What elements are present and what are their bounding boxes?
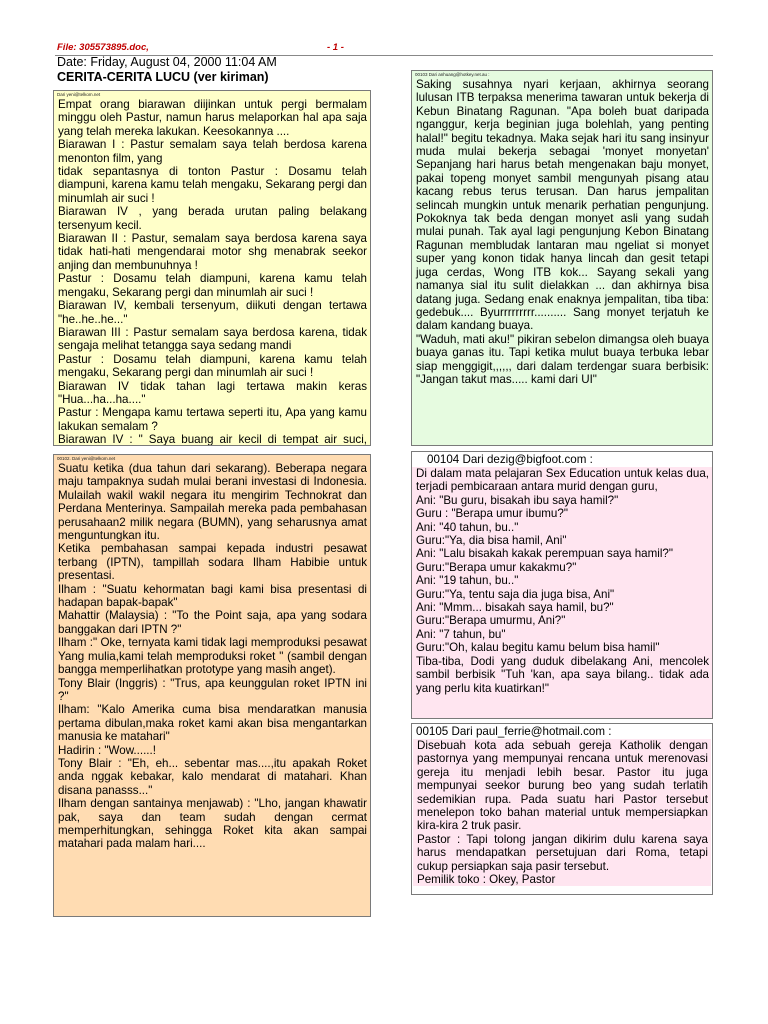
- story-line: Pastur : Mengapa kamu tertawa seperti itu, Apa yang kamu lakukan semalam ?: [58, 406, 367, 433]
- story-line: Ani: "7 tahun, bu": [416, 627, 506, 641]
- story-line: "Waduh, mati aku!" pikiran sebelon dimangsa oleh buaya buaya ganas itu. Tapi ketika mulut buaya terbuka lebar siap menggigit,,,,,, dari dalam terdengar suara berbisik: "Jangan takut mas..... kami dari UI": [416, 332, 709, 386]
- story-line: Guru : "Berapa umur ibumu?": [416, 507, 568, 521]
- story-line: Saking susahnya nyari kerjaan, akhirnya seorang lulusan ITB terpaksa menerima tawaran untuk bekerja di Kebun Binatang Ragunan. "Apa boleh buat daripada nganggur, kerja beginian juga bolehlah, yang penting halal!" begitu tekadnya. Maka sejak hari itu sang insinyur muda mulai bekerja sebagai 'monyet monyetan' Sepanjang hari harus betah mengenakan baju monyet, pakai topeng monyet sambil mengunyah pisang atau kacang rebus terus terusan. Dan harus jempalitan selincah mungkin untuk menarik perhatian pengunjung. Pokoknya tak beda dengan monyet asli yang sudah mulai punah. Tak ayal lagi pengunjung Kebon Binatang Ragunan membludak lantaran mau ngeliat si monyet super yang konon tidak hanya lincah dan gesit tetapi juga cerdas, Wong ITB kok... Sayang sekali yang namanya sial itu sulit dielakkan ... dan akhirnya bisa datang juga. Sedang enak enaknya jempalitan, tiba tiba: gedebuk.... Byurrrrrrrrr.......... Sang monyet terjatuh ke dalam kandang buaya.: [416, 78, 709, 333]
- story-line: Ilham : "Suatu kehormatan bagi kami bisa presentasi di hadapan bapak-bapak": [58, 582, 367, 610]
- story-line: Empat orang biarawan diijinkan untuk pergi bermalam minggu oleh Pastur, namun harus melaporkan hal apa saja yang telah mereka lakukan. Keesokannya ....: [58, 98, 367, 138]
- story-line: Pastor : Tapi tolong jangan dikirim dulu karena saya harus mendapatkan persetujuan dari Roma, tetapi cukup persiapkan saja pasir tersebut.: [417, 832, 708, 873]
- story-line: Ani: "19 tahun, bu..": [416, 574, 519, 588]
- story-source: 00105 Dari paul_ferrie@hotmail.com :: [416, 725, 612, 738]
- story-body: [54, 98, 370, 446]
- story-box-2: [53, 454, 371, 917]
- story-line: Di dalam mata pelajaran Sex Education untuk kelas dua, terjadi pembicaraan antara murid dengan guru,: [416, 467, 709, 494]
- story-line: tidak sepantasnya di tonton Pastur : Dosamu telah diampuni, karena kamu telah mengaku, Sekarang pergi dan minumlah air suci !: [58, 165, 367, 205]
- story-line: Tony Blair : "Eh, eh... sebentar mas....,itu apakah Roket anda nggak kebakar, kalo mendarat di matahari. Khan disana panasss...": [58, 756, 367, 797]
- story-line: Ani: "Lalu bisakah kakak perempuan saya hamil?": [416, 547, 673, 561]
- story-line: Biarawan IV, kembali tersenyum, diikuti dengan tertawa "he..he..he...": [58, 299, 367, 326]
- story-body: [413, 739, 711, 886]
- story-line: Ilham: "Kalo Amerika cuma bisa mendaratkan manusia pertama dibulan,maka roket kami akan bisa mengantarkan manusia ke matahari": [58, 703, 367, 744]
- story-line: Biarawan III : Pastur semalam saya berdosa karena, tidak sengaja melihat tetangga saya sedang mandi: [58, 325, 367, 353]
- story-line: Biarawan IV : " Saya buang air kecil di tempat air suci,: [58, 433, 367, 446]
- story-box-5: [411, 723, 713, 895]
- story-line: Pastur : Dosamu telah diampuni, karena kamu telah mengaku, Sekarang pergi dan minumlah air suci !: [58, 352, 367, 380]
- story-line: Tony Blair (Inggris) : "Trus, apa keunggulan roket IPTN ini ?": [58, 676, 367, 703]
- story-body: [412, 467, 712, 695]
- story-line: Guru:"Berapa umur kakakmu?": [416, 560, 577, 574]
- story-line: Guru:"Ya, tentu saja dia juga bisa, Ani": [416, 587, 615, 601]
- story-line: Guru:"Berapa umurmu, Ani?": [416, 614, 566, 628]
- story-line: Pastur : Dosamu telah diampuni, karena kamu telah mengaku, Sekarang pergi dan minumlah air suci !: [58, 272, 367, 299]
- story-line: Guru:"Ya, dia bisa hamil, Ani": [416, 534, 567, 548]
- story-line: Ani: "40 tahun, bu..": [416, 520, 519, 534]
- story-box-1: [53, 90, 371, 446]
- story-line: Ilham :" Oke, ternyata kami tidak lagi memproduksi pesawat Yang mulia,kami telah memproduksi roket " (sambil dengan bangga memperlihatkan prototype yang masih anget).: [58, 636, 367, 677]
- story-line: Ilham dengan santainya menjawab) : "Lho, jangan khawatir pak, saya dan team sudah dengan cermat memperhitungkan, sehingga Roket kita akan sampai matahari pada malam hari....: [58, 797, 367, 851]
- story-line: Ketika pembahasan sampai kepada industri pesawat terbang (IPTN), tampillah sodara Ilham Habibie untuk presentasi.: [58, 542, 367, 583]
- story-line: Suatu ketika (dua tahun dari sekarang). Beberapa negara maju tampaknya sudah mulai berani investasi di Indonesia. Mulailah wakil wakil negara itu mengirim Technokrat dan Perdana Menterinya. Sampailah mereka pada pembahasan perusahaan2 milik negara (BUMN), yang seharusnya amat menguntungkan itu.: [58, 462, 367, 543]
- story-line: Ani: "Mmm... bisakah saya hamil, bu?": [416, 601, 614, 615]
- story-source: 00102. Dari yeni@telkom.net: [57, 456, 116, 461]
- story-box-4: [411, 451, 713, 719]
- story-box-3: [411, 70, 713, 446]
- story-line: Ani: "Bu guru, bisakah ibu saya hamil?": [416, 493, 619, 507]
- story-line: Tiba-tiba, Dodi yang duduk dibelakang Ani, mencolek sambil berbisik "Tuh 'kan, apa saya bilang.. tidak ada yang perlu kita kuatirkan!": [416, 654, 709, 695]
- story-body: [412, 78, 712, 386]
- story-source: 00104 Dari dezig@bigfoot.com :: [412, 452, 712, 467]
- document-date: Date: Friday, August 04, 2000 11:04 AM: [57, 55, 277, 69]
- story-line: Mahattir (Malaysia) : "To the Point saja, apa yang sodara banggakan dari IPTN ?": [58, 609, 367, 636]
- story-source: Dari yeni@telkom.net: [57, 92, 101, 97]
- story-line: Pemilik toko : Okey, Pastor: [417, 873, 556, 887]
- file-name: File: 305573895.doc,: [57, 42, 149, 53]
- story-line: Biarawan I : Pastur semalam saya telah berdosa karena menonton film, yang: [58, 138, 367, 165]
- story-line: Disebuah kota ada sebuah gereja Katholik dengan pastornya yang mempunyai rencana untuk merenovasi gereja itu menjadi lebih besar. Pastor itu juga mempunyai seekor burung beo yang sudah terlatih sedemikian rupa. Pada suatu hari Pastor tersebut menelepon toko bahan material untuk mempersiapkan kira-kira 2 truk pasir.: [417, 739, 708, 833]
- story-line: Biarawan IV tidak tahan lagi tertawa makin keras "Hua...ha...ha....": [58, 379, 367, 406]
- document-title: CERITA-CERITA LUCU (ver kiriman): [57, 70, 269, 84]
- story-line: Hadirin : "Wow......!: [58, 743, 156, 757]
- story-source: 00103 Dari anhuang@hotkey.net.au :: [415, 72, 490, 77]
- story-body: [54, 462, 370, 851]
- story-line: Biarawan IV , yang berada urutan paling belakang tersenyum kecil.: [58, 205, 367, 232]
- story-line: Biarawan II : Pastur, semalam saya berdosa karena saya tidak hati-hati mengendarai motor shg menabrak seekor anjing dan membunuhnya !: [58, 232, 367, 272]
- page-number: - 1 -: [327, 42, 344, 53]
- story-line: Guru:"Oh, kalau begitu kamu belum bisa hamil": [416, 641, 660, 655]
